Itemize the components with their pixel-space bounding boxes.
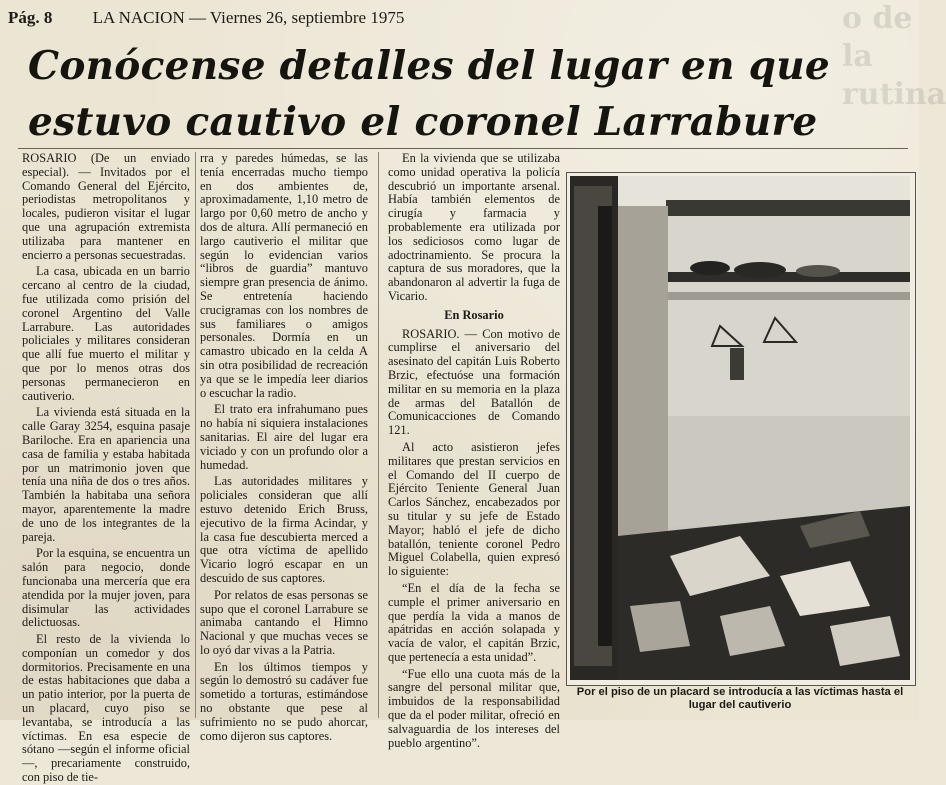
divider bbox=[18, 148, 908, 149]
closet-photo bbox=[570, 176, 910, 680]
paragraph: En la vivienda que se utilizaba como unidad operativa la policía descubrió un importante arsenal. Había también elementos de cirugía y farmacia y probablemente era utilizada por los sediciosos como lugar de adoctrinamiento. Se procura la captura de sus moradores, que la abandonaron al advertir la fuga de Vicario. bbox=[388, 151, 560, 303]
headline: Conócense detalles del lugar en que estuvo cautivo el coronel Larrabure bbox=[28, 43, 831, 145]
article-column-1 bbox=[22, 151, 190, 785]
masthead-info: LA NACION — Viernes 26, septiembre 1975 bbox=[92, 8, 405, 27]
paragraph: Por la esquina, se encuentra un salón para negocio, donde funcionaba una mercería que era atendida por la mujer joven, para disimular las actividades delictuosas. bbox=[22, 546, 190, 630]
paragraph: ROSARIO. — Con motivo de cumplirse el aniversario del asesinato del capitán Luis Roberto Brzic, efectuóse una formación militar en su memoria en la plaza de armas del Batallón de Comunicacciones de Comando 121. bbox=[388, 326, 560, 438]
paragraph: Las autoridades militares y policiales consideran que allí estuvo detenido Erich Bruss, ejecutivo de la firma Acindar, y la casa fue descubierta merced a que otra víctima de apellido Vicario logró escapar en un descuido de sus captores. bbox=[200, 474, 368, 585]
masthead bbox=[8, 8, 404, 28]
article-column-2 bbox=[200, 151, 368, 743]
paragraph: Al acto asistieron jefes militares que prestan servicios en el Comando del II cuerpo de Ejército Teniente General Juan Carlos Sánchez, encabezados por su titular y su jefe de Estado Mayor; habló el jefe de dicho batallón, teniente coronel Pedro Miguel Colabella, quien expresó lo siguiente: bbox=[388, 439, 560, 579]
paragraph: En los últimos tiempos y según lo demostró su cadáver fue sometido a torturas, estimándose no obstante que pese al sufrimiento no se pudo ahorcar, como dijeron sus captores. bbox=[200, 659, 368, 743]
paragraph: El resto de la vivienda lo componían un comedor y dos dormitorios. Precisamente en una de estas habitaciones que daba a un patio interior, por la puerta de un placard, cuyo piso se levantaba, se introducía a las víctimas. En esa especie de sótano —según el informe oficial—, precariamente construido, con piso de tie- bbox=[22, 632, 190, 785]
paragraph: “Fue ello una cuota más de la sangre del personal militar que, imbuidos de la responsabilidad que da el poder militar, ofreció en salvaguardia de los intereses del pueblo argentino”. bbox=[388, 666, 560, 750]
article-column-3 bbox=[388, 151, 560, 750]
paragraph: El trato era infrahumano pues no había ni siquiera instalaciones sanitarias. El aire del lugar era viciado y con un profundo olor a humedad. bbox=[200, 402, 368, 472]
paragraph: La casa, ubicada en un barrio cercano al centro de la ciudad, fue utilizada como prisión del coronel Argentino del Valle Larrabure. Las autoridades policiales y militares consideran que allí fue muerto el militar y que por lo menos otras dos personas permanecieron en cautiverio. bbox=[22, 264, 190, 403]
page-number: Pág. 8 bbox=[8, 8, 53, 27]
paragraph: “En el día de la fecha se cumple el primer aniversario en que perdía la vida a manos de apátridas en acción solapada y vacía de valor, el capitán Brzic, que pertenecía a esta unidad”. bbox=[388, 580, 560, 664]
column-rule bbox=[195, 152, 196, 718]
closet-illustration bbox=[570, 176, 910, 680]
column-rule bbox=[378, 152, 379, 718]
subheading: En Rosario bbox=[444, 307, 504, 322]
paragraph: La vivienda está situada en la calle Garay 3254, esquina pasaje Bariloche. Era en apariencia una casa de familia y estaba habitada por un matrimonio joven que tenía una niña de dos o tres años. También la habitaba una señora mayor, aparentemente la madre de uno de los integrantes de la pareja. bbox=[22, 405, 190, 544]
paragraph: rra y paredes húmedas, se las tenía encerradas mucho tiempo en dos ambientes de, aproximadamente, 1,10 metro de largo por 0,60 metro de ancho y dos de altura. Allí permaneció en largo cautiverio el militar que según lo evidencian varios “libros de guardia” mantuvo siempre gran presencia de ánimo. Se entretenía haciendo crucigramas con los nombres de sus familiares o amigos personales. Dormía en un camastro ubicado en la celda A sin otra posibilidad de recreación ya que se le impedía leer diarios o escuchar la radio. bbox=[200, 151, 368, 400]
paragraph: ROSARIO (De un enviado especial). — Invitados por el Comando General del Ejército, periodistas metropolitanos y locales, pudieron visitar el lugar que una agrupación extremista utilizaba para mantener en encierro a personas secuestradas. bbox=[22, 151, 190, 262]
bleed-through-text: o de la rutina bbox=[842, 1, 946, 112]
paragraph: Por relatos de esas personas se supo que el coronel Larrabure se animaba cantando el Himno Nacional y que muchas veces se lo oyó dar vivas a la Patria. bbox=[200, 587, 368, 657]
photo-caption: Por el piso de un placard se introducía a las víctimas hasta el lugar del cautiverio bbox=[576, 686, 904, 711]
